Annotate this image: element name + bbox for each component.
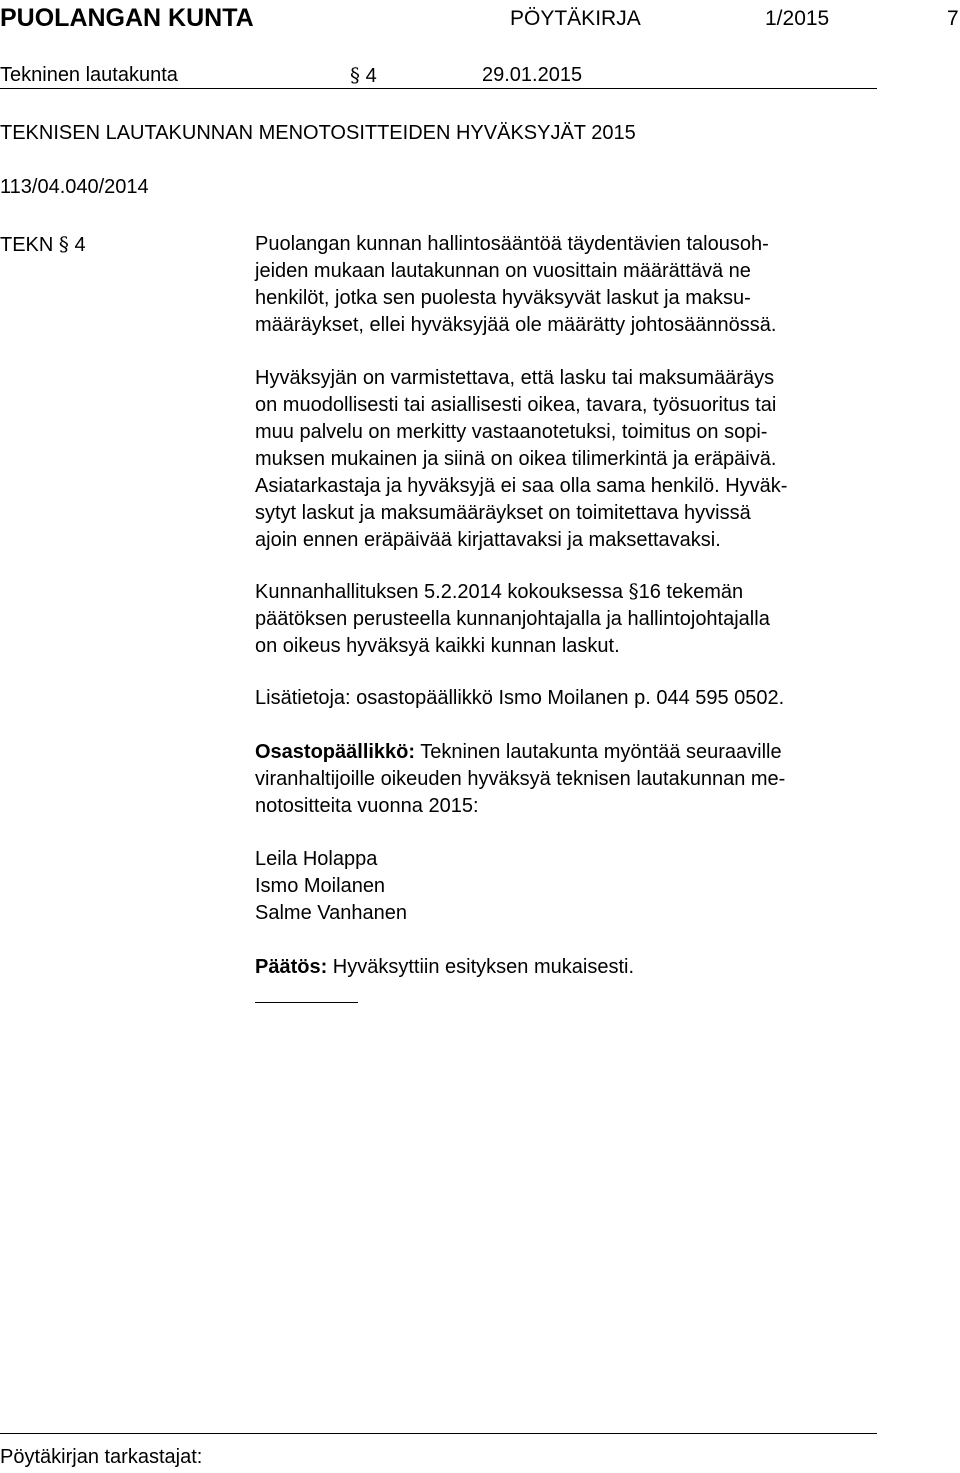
section-symbol: § [628, 579, 639, 603]
section-label [0, 231, 86, 259]
text-line: muksen mukainen ja siinä on oikea tilimerkintä ja eräpäivä. [255, 448, 777, 470]
section-prefix: TEKN [0, 234, 54, 256]
text-line: Hyväksyjän on varmistettava, että lasku tai maksumääräys [255, 367, 775, 389]
list-item: Ismo Moilanen [255, 875, 386, 897]
text-line: sytyt laskut ja maksumääräykset on toimitettava hyvissä [255, 502, 751, 524]
municipality-name: PUOLANGAN KUNTA [0, 4, 254, 32]
text-fragment: 16 tekemän [638, 581, 744, 603]
text-line: henkilöt, jotka sen puolesta hyväksyvät laskut ja maksu- [255, 287, 751, 309]
header-section-number: 4 [365, 65, 377, 87]
proposal [255, 739, 885, 820]
footer-label: Pöytäkirjan tarkastajat: [0, 1446, 203, 1468]
text-line: Asiatarkastaja ja hyväksyjä ei saa olla sama henkilö. Hyväk- [255, 475, 788, 497]
decision [255, 954, 885, 981]
page-title: TEKNISEN LAUTAKUNNAN MENOTOSITTEIDEN HYVÄKSYJÄT 2015 [0, 122, 636, 144]
paragraph-approver-duties [255, 365, 885, 554]
text-line: ajoin ennen eräpäivää kirjattavaksi ja maksettavaksi. [255, 529, 721, 551]
end-rule [255, 1002, 358, 1003]
text-line: määräykset, ellei hyväksyjää ole määrätty johtosäännössä. [255, 314, 777, 336]
text-fragment: Tekninen lautakunta myöntää seuraaville [415, 741, 782, 763]
text-fragment: Hyväksyttiin esityksen mukaisesti. [327, 956, 635, 978]
header-rule [0, 88, 877, 89]
section-symbol: § [58, 232, 69, 256]
list-item: Leila Holappa [255, 848, 378, 870]
committee-name: Tekninen lautakunta [0, 64, 178, 86]
text-line: notositteita vuonna 2015: [255, 795, 479, 817]
text-line: on muodollisesti tai asiallisesti oikea, tavara, työsuoritus tai [255, 394, 777, 416]
text-line: muu palvelu on merkitty vastaanotetuksi, toimitus on sopi- [255, 421, 768, 443]
approvers-list [255, 846, 885, 927]
document-number: 1/2015 [765, 7, 830, 30]
list-item: Salme Vanhanen [255, 902, 407, 924]
section-number: 4 [74, 234, 86, 256]
paragraph-rules [255, 231, 885, 339]
paragraph-board-decision [255, 578, 885, 660]
section-symbol: § [350, 63, 360, 87]
text-line: viranhaltijoille oikeuden hyväksyä teknisen lautakunnan me- [255, 768, 786, 790]
text-line [255, 954, 885, 981]
text-line [255, 739, 885, 766]
meeting-date: 29.01.2015 [482, 64, 583, 86]
additional-info [255, 685, 885, 712]
decision-label: Päätös: [255, 956, 328, 978]
page-number: 7 [947, 7, 959, 30]
reference-number: 113/04.040/2014 [0, 176, 149, 198]
text-line: on oikeus hyväksyä kaikki kunnan laskut. [255, 635, 620, 657]
text-line: Lisätietoja: osastopäällikkö Ismo Moilanen p. 044 595 0502. [255, 687, 785, 709]
text-line [255, 578, 885, 606]
footer-rule [0, 1433, 877, 1434]
header-section [350, 62, 377, 90]
document-type: PÖYTÄKIRJA [510, 7, 641, 30]
text-line: jeiden mukaan lautakunnan on vuosittain määrättävä ne [255, 260, 751, 282]
text-line: päätöksen perusteella kunnanjohtajalla ja hallintojohtajalla [255, 608, 770, 630]
text-line: Puolangan kunnan hallintosääntöä täydentävien talousoh- [255, 233, 769, 255]
text-fragment: Kunnanhallituksen 5.2.2014 kokouksessa [255, 581, 624, 603]
proposal-label: Osastopäällikkö: [255, 741, 416, 763]
